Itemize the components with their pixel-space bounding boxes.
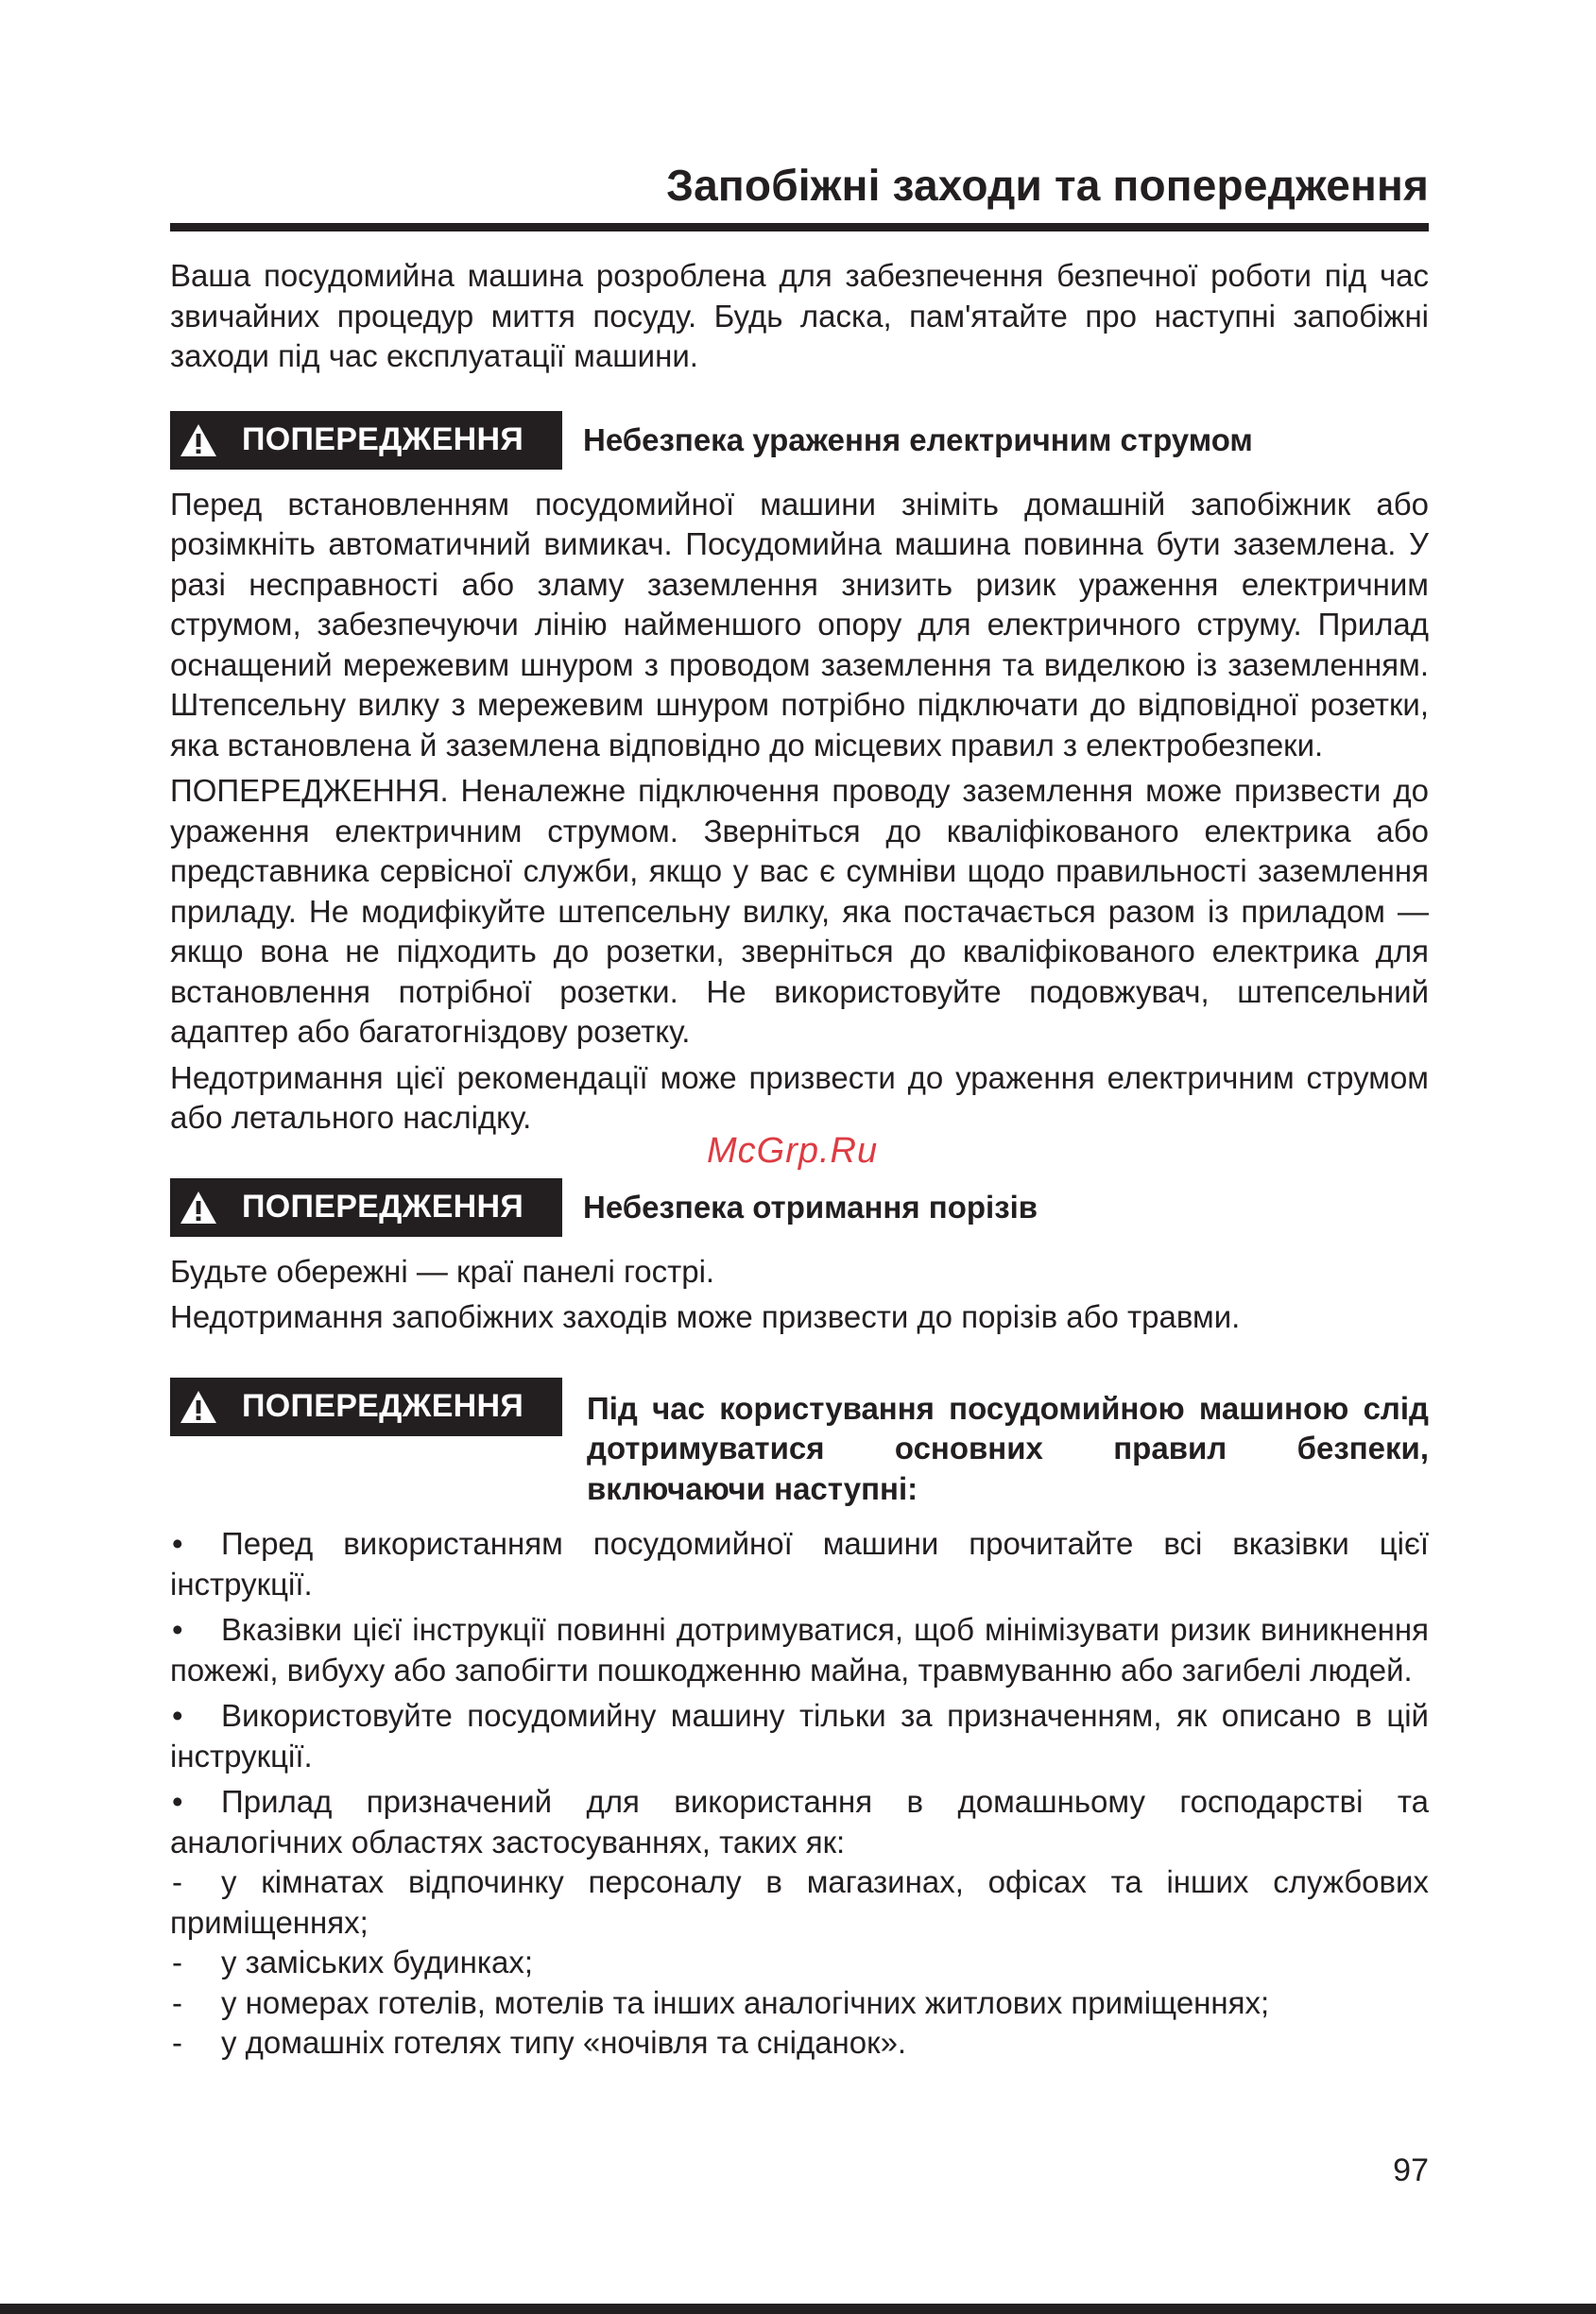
warning-header-electric <box>170 411 1429 470</box>
list-item-text: Використовуйте посудомийну машину тільки за призначенням, як описано в цій інструкції. <box>170 1698 1429 1774</box>
sub-list-item-text: у кімнатах відпочинку персоналу в магазинах, офісах та інших службових приміщеннях; <box>170 1864 1429 1940</box>
list-item-text: Прилад призначений для використання в домашньому господарстві та аналогічних областях застосуваннях, таких як: <box>170 1784 1429 1860</box>
paragraph: ПОПЕРЕДЖЕННЯ. Неналежне підключення проводу заземлення може призвести до ураження електричним струмом. Зверніться до кваліфікованого електрика або представника сервісної служби, якщо у вас є сумніви щодо правильності заземлення приладу. Не модифікуйте штепсельну вилку, яка постачається разом із приладом — якщо вона не підходить до розетки, зверніться до кваліфікованого електрика для встановлення потрібної розетки. Не використовуйте подовжувач, штепсельний адаптер або багатогніздову розетку. <box>170 773 1429 1049</box>
title-rule <box>170 223 1429 231</box>
warning-label: ПОПЕРЕДЖЕННЯ <box>242 421 524 457</box>
intro-paragraph: Ваша посудомийна машина розроблена для забезпечення безпечної роботи під час звичайних процедур миття посуду. Будь ласка, пам'ятайте про наступні запобіжні заходи під час експлуатації машини. <box>170 258 1429 373</box>
warning-badge <box>170 411 562 470</box>
list-item <box>170 1524 1429 1604</box>
dash-mark: - <box>172 1984 182 2020</box>
list-item <box>170 1782 1429 1862</box>
paragraph: Будьте обережні — краї панелі гострі. <box>170 1253 715 1289</box>
warning-heading: Під час користування посудомийною машиною слід дотримуватися основних правил безпеки, включаючи наступні: <box>587 1390 1429 1506</box>
paragraph: Недотримання цієї рекомендації може призвести до ураження електричним струмом або летального наслідку. <box>170 1059 1429 1135</box>
warning-badge <box>170 1378 562 1436</box>
sub-list-item-text: у заміських будинках; <box>221 1945 534 1980</box>
page-number: 97 <box>1393 2152 1429 2188</box>
paragraph: Перед встановленням посудомийної машини зніміть домашній запобіжник або розімкніть автоматичний вимикач. Посудомийна машина повинна бути заземлена. У разі несправності або зламу заземлення знизить ризик ураження електричним струмом, забезпечуючи лінію найменшого опору для електричного струму. Прилад оснащений мережевим шнуром з проводом заземлення та виделкою із заземленням. Штепсельну вилку з мережевим шнуром потрібно підключати до відповідної розетки, яка встановлена й заземлена відповідно до місцевих правил з електробезпеки. <box>170 486 1429 763</box>
bullet-mark: • <box>172 1784 183 1819</box>
dash-mark: - <box>172 2025 182 2060</box>
sub-list-item <box>170 1983 1429 2024</box>
paragraph: Недотримання запобіжних заходів може призвести до порізів або травми. <box>170 1299 1241 1334</box>
page-title: Запобіжні заходи та попередження <box>666 161 1429 210</box>
list-item <box>170 1610 1429 1690</box>
warning-triangle-icon <box>180 1191 217 1225</box>
warning-heading: Небезпека ураження електричним струмом <box>583 421 1253 457</box>
sub-list-item <box>170 2023 1429 2064</box>
bullet-mark: • <box>172 1526 183 1561</box>
warning-heading: Небезпека отримання порізів <box>583 1189 1038 1225</box>
list-item-text: Перед використанням посудомийної машини прочитайте всі вказівки цієї інструкції. <box>170 1526 1429 1602</box>
watermark: McGrp.Ru <box>707 1131 879 1171</box>
sub-list-item <box>170 1943 1429 1983</box>
sub-list-item-text: у номерах готелів, мотелів та інших аналогічних житлових приміщеннях; <box>221 1984 1270 2020</box>
document-page <box>170 151 1429 2064</box>
warning-badge <box>170 1178 562 1237</box>
list-item <box>170 1696 1429 1776</box>
warning-triangle-icon <box>180 423 217 457</box>
list-item-text: Вказівки цієї інструкції повинні дотримуватися, щоб мінімізувати ризик виникнення пожежі, вибуху або запобігти пошкодженню майна, травмуванню або загибелі людей. <box>170 1612 1429 1688</box>
bottom-edge-rule <box>0 2304 1596 2314</box>
warning-header-cuts <box>170 1178 1429 1237</box>
warning-triangle-icon <box>180 1390 217 1424</box>
warning-label: ПОПЕРЕДЖЕННЯ <box>242 1388 524 1424</box>
sub-list-item-text: у домашніх готелях типу «ночівля та сніданок». <box>221 2025 907 2060</box>
sub-list-item <box>170 1862 1429 1943</box>
bullet-mark: • <box>172 1612 183 1647</box>
dash-mark: - <box>172 1864 182 1899</box>
bullet-mark: • <box>172 1698 183 1733</box>
warning-label: ПОПЕРЕДЖЕННЯ <box>242 1189 524 1225</box>
dash-mark: - <box>172 1945 182 1980</box>
warning-header-safety-rules <box>170 1378 1429 1510</box>
